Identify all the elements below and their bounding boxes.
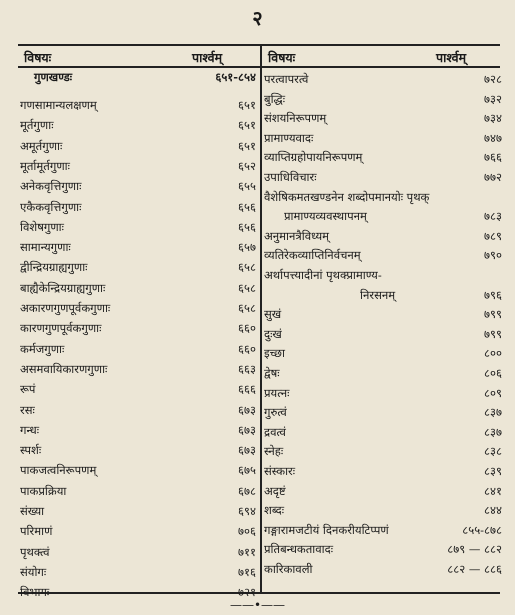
footer-ornament: ——•—— [229,598,286,612]
index-entry [264,523,502,538]
entry-title: रूपं [20,382,36,397]
entry-page: ८४४ [484,503,502,518]
page-number: २ [252,6,263,30]
index-entry [264,562,502,577]
entry-page: ६५६ [238,219,256,234]
entry-title: विभागः [20,585,50,600]
index-entry [264,307,502,322]
entry-title: अदृष्टं [264,483,286,498]
index-entry [264,72,502,87]
index-entry [20,504,256,519]
entry-title: शब्दः [264,503,285,518]
entry-page: ७२८ [484,72,502,86]
entry-page: ७९९ [484,307,502,322]
index-entry [20,118,256,133]
top-rule [18,44,500,46]
entry-title: पाकजत्वनिरूपणम् [20,463,97,478]
entry-title: स्पर्शः [20,443,42,458]
entry-title: कर्मजगुणाः [20,341,65,356]
index-entry [264,346,502,361]
index-entry [264,170,502,185]
index-entry [264,190,502,205]
entry-page: ८७९ — ८८२ [447,542,502,557]
entry-title: अनेकवृत्तिगुणाः [20,179,82,194]
entry-title: बुद्धिः [264,91,286,106]
entry-page: ८४१ [484,483,502,498]
entry-title: अनुमानत्रैविध्यम् [264,228,329,243]
left-header-page: पार्श्वम् [192,50,223,65]
entry-title: व्यतिरेकव्याप्तिनिर्वचनम् [264,248,361,263]
entry-title: प्रामाण्यव्यवस्थापनम् [284,209,367,224]
entry-page: ७९९ [484,326,502,341]
entry-page: ८०६ [484,366,502,380]
entry-page: ६५२ [238,158,256,173]
entry-title: अकारणगुणपूर्वकगुणाः [20,301,111,315]
index-entry [264,366,502,381]
index-entry [20,260,256,275]
index-entry [20,403,256,418]
entry-page: ७२१ [238,585,256,600]
column-divider [260,44,262,592]
entry-page: ६५८ [238,260,256,275]
entry-page: ६५६ [238,199,256,214]
entry-title: एकैकवृत्तिगुणाः [20,199,82,214]
index-entry [20,484,256,499]
entry-page: ७३२ [484,91,502,106]
index-entry [20,240,256,255]
entry-page: ६५५ [238,179,256,194]
entry-title: विशेषगुणाः [20,219,64,234]
entry-page: ६७८ [238,483,256,498]
entry-page: ७०६ [238,524,256,539]
entry-page: ६५१-८५४ [215,70,256,84]
entry-page: ६५८ [238,301,256,315]
entry-page: ६५१ [238,98,256,112]
index-entry [264,229,502,244]
entry-page: ७११ [238,544,256,559]
entry-page: ७९६ [484,287,502,302]
entry-title: प्रयत्नः [264,385,290,400]
entry-title: द्वीन्द्रियग्राह्यगुणाः [20,260,88,275]
entry-title: गुणखण्डः [34,70,73,84]
index-entry [20,382,256,397]
index-entry [264,386,502,401]
index-entry [264,327,502,342]
index-entry [20,179,256,194]
entry-title: परिमाणं [20,524,53,539]
entry-page: ६६० [238,341,256,356]
entry-title: रसः [20,402,35,417]
entry-page: ६६० [238,321,256,336]
entry-title: स्नेहः [264,444,284,459]
entry-page: ६९४ [238,504,256,518]
entry-title: गङ्गारामजटीयं दिनकरीयटिप्पणं [264,522,389,537]
entry-title: इच्छा [264,346,285,361]
left-header-subject: विषयः [24,50,52,65]
entry-title: पाकप्रक्रिया [20,483,67,498]
entry-page: ८३९ [484,464,502,478]
entry-title: गणसामान्यलक्षणम् [20,98,97,112]
entry-title: मूर्तामूर्तगुणाः [20,158,70,173]
entry-page: ७७२ [484,170,502,184]
entry-page: ६७३ [238,443,256,458]
right-header-page: पार्श्वम् [436,50,467,65]
index-entry [264,288,502,303]
entry-title: दुःखं [264,326,282,341]
index-entry [264,268,502,283]
entry-title: द्रवत्वं [264,424,286,439]
index-entry [20,565,256,580]
entry-page: ६५७ [238,240,256,255]
index-entry [20,423,256,438]
entry-page: ६७५ [238,463,256,478]
entry-title: परत्वापरत्वे [264,72,309,86]
index-entry [264,444,502,459]
entry-page: ६५१ [238,118,256,133]
index-entry [20,281,256,296]
entry-title: गन्धः [20,422,40,437]
index-entry [20,342,256,357]
entry-title: द्वेषः [264,366,280,380]
index-entry [264,131,502,146]
index-entry [264,92,502,107]
entry-page: ८८२ — ८८६ [447,562,502,576]
right-header-subject: विषयः [268,50,296,65]
entry-title: बाह्यैकेन्द्रियग्राह्यगुणाः [20,280,106,295]
entry-page: ६५८ [238,280,256,295]
index-entry [264,248,502,263]
entry-page: ८०९ [484,385,502,400]
entry-page: ७८३ [484,209,502,224]
entry-page: ८३७ [484,405,502,420]
entry-title: संस्कारः [264,464,296,478]
entry-title: प्रतिबन्धकतावादः [264,542,334,557]
entry-title: निरसनम् [360,287,396,302]
entry-title: गुरुत्वं [264,405,287,420]
index-entry [20,70,256,85]
index-entry [20,139,256,154]
entry-page: ६७३ [238,402,256,417]
entry-title: कारणगुणपूर्वकगुणाः [20,321,102,336]
index-entry [264,503,502,518]
entry-title: संयोगः [20,564,47,579]
entry-title: प्रामाण्यवादः [264,130,314,145]
entry-title: उपाधिविचारः [264,170,317,184]
entry-title: संख्या [20,504,45,518]
entry-title: व्याप्तिग्रहोपायनिरूपणम् [264,150,363,165]
entry-page: ६५१ [238,138,256,153]
entry-title: मूर्तगुणाः [20,118,54,133]
index-entry [20,200,256,215]
entry-title: अमूर्तगुणाः [20,138,63,153]
index-entry [20,524,256,539]
entry-page: ७८९ [484,228,502,243]
index-entry [264,209,502,224]
entry-page: ८५५-८७८ [462,522,502,537]
entry-page: ८०० [484,346,502,361]
index-entry [20,220,256,235]
entry-page: ६७३ [238,422,256,437]
index-entry [264,150,502,165]
index-entry [20,159,256,174]
entry-page: ६६६ [238,382,256,397]
entry-title: वैशेषिकमतखण्डनेन शब्दोपमानयोः पृथक् [264,189,430,204]
index-entry [20,301,256,316]
index-entry [264,542,502,557]
index-entry [20,98,256,113]
entry-page: ८३७ [484,424,502,439]
entry-title: सामान्यगुणाः [20,240,71,255]
entry-page: ८३८ [484,444,502,459]
index-entry [264,111,502,126]
entry-page: ६६३ [238,361,256,376]
entry-page: ७६६ [484,150,502,165]
entry-page: ७१६ [238,564,256,579]
entry-title: पृथक्त्वं [20,544,50,559]
header-rule [18,66,500,68]
entry-title: अर्थापत्त्यादीनां पृथक्प्रामाण्य- [264,268,382,282]
index-entry [264,484,502,499]
entry-page: ७४७ [484,130,502,145]
entry-page: ७३४ [484,111,502,126]
entry-title: कारिकावली [264,562,313,576]
entry-title: असमवायिकारणगुणाः [20,361,108,376]
entry-page: ७९० [484,248,502,263]
index-entry [20,463,256,478]
entry-title: संशयनिरूपणम् [264,111,327,126]
index-entry [264,464,502,479]
index-entry [20,545,256,560]
index-entry [264,405,502,420]
index-entry [20,443,256,458]
index-entry [20,321,256,336]
index-entry [264,425,502,440]
index-entry [20,362,256,377]
entry-title: सुखं [264,307,282,322]
